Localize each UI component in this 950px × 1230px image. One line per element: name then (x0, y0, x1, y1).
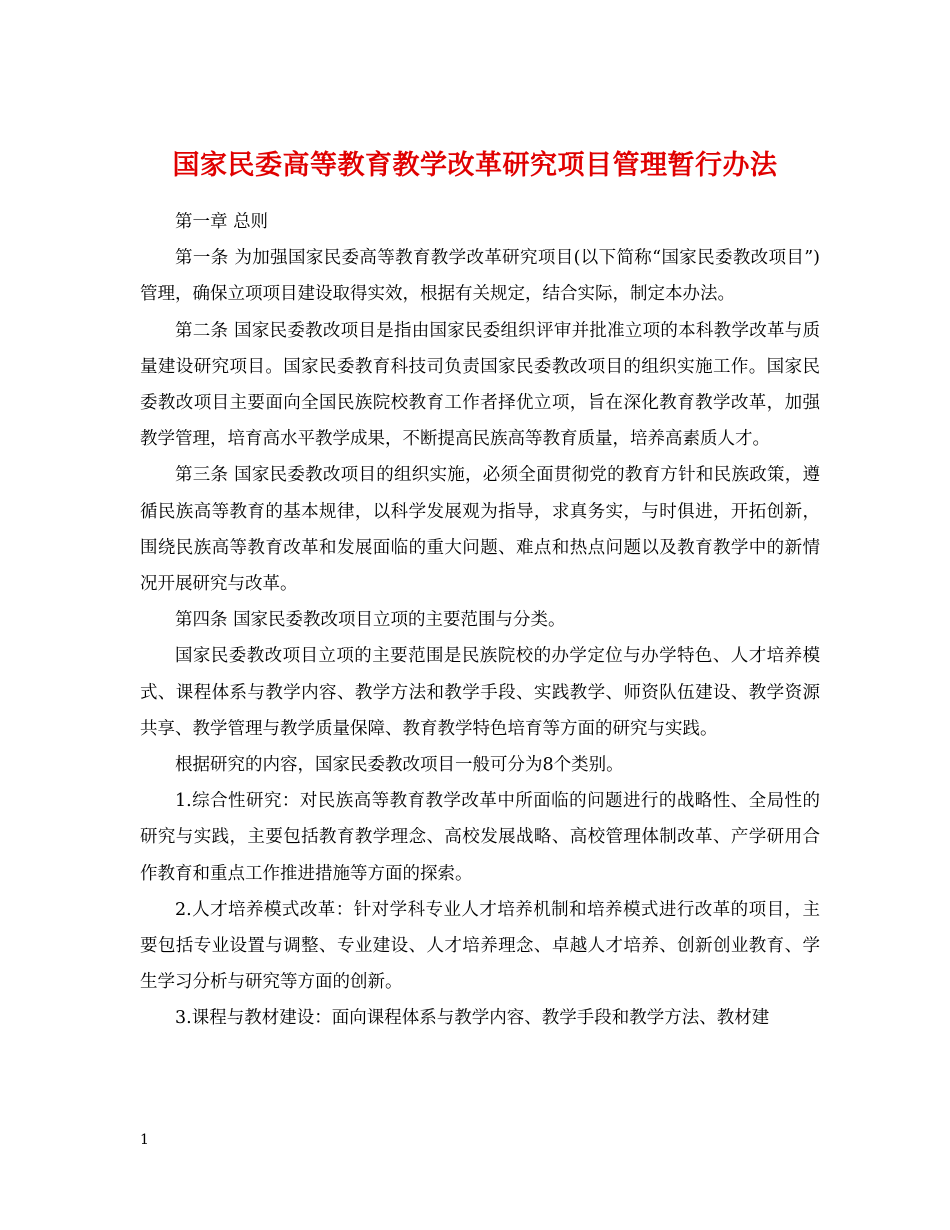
document-body (140, 204, 820, 1037)
article-1: 第一条 为加强国家民委高等教育教学改革研究项目(以下简称“国家民委教改项目”)管理，确保立项项目建设取得实效，根据有关规定，结合实际，制定本办法。 (140, 248, 820, 305)
article-4-scope: 国家民委教改项目立项的主要范围是民族院校的办学定位与办学特色、人才培养模式、课程体系与教学内容、教学方法和教学手段、实践教学、师资队伍建设、教学资源共享、教学管理与教学质量保障、教育教学特色培育等方面的研究与实践。 (140, 646, 820, 739)
category-2: 2.人才培养模式改革：针对学科专业人才培养机制和培养模式进行改革的项目，主要包括专业设置与调整、专业建设、人才培养理念、卓越人才培养、创新创业教育、学生学习分析与研究等方面的创新。 (140, 899, 820, 993)
article-4-categories: 根据研究的内容，国家民委教改项目一般可分为8个类别。 (175, 755, 624, 776)
chapter-heading: 第一章 总则 (175, 212, 269, 232)
category-3: 3.课程与教材建设：面向课程体系与教学内容、教学手段和教学方法、教材建 (175, 1008, 770, 1029)
category-1: 1.综合性研究：对民族高等教育教学改革中所面临的问题进行的战略性、全局性的研究与实践，主要包括教育教学理念、高校发展战略、高校管理体制改革、产学研用合作教育和重点工作推进措施等方面的探索。 (140, 791, 820, 884)
document-title: 国家民委高等教育教学改革研究项目管理暂行办法 (172, 150, 778, 182)
article-4: 第四条 国家民委教改项目立项的主要范围与分类。 (175, 610, 566, 631)
page-number: 1 (140, 1132, 149, 1148)
article-2: 第二条 国家民委教改项目是指由国家民委组织评审并批准立项的本科教学改革与质量建设研究项目。国家民委教育科技司负责国家民委教改项目的组织实施工作。国家民委教改项目主要面向全国民族院校教育工作者择优立项，旨在深化教育教学改革，加强教学管理，培育高水平教学成果，不断提高民族高等教育质量，培养高素质人才。 (140, 320, 820, 450)
article-3: 第三条 国家民委教改项目的组织实施，必须全面贯彻党的教育方针和民族政策，遵循民族高等教育的基本规律，以科学发展观为指导，求真务实，与时俱进，开拓创新，围绕民族高等教育改革和发展面临的重大问题、难点和热点问题以及教育教学中的新情况开展研究与改革。 (140, 465, 820, 595)
